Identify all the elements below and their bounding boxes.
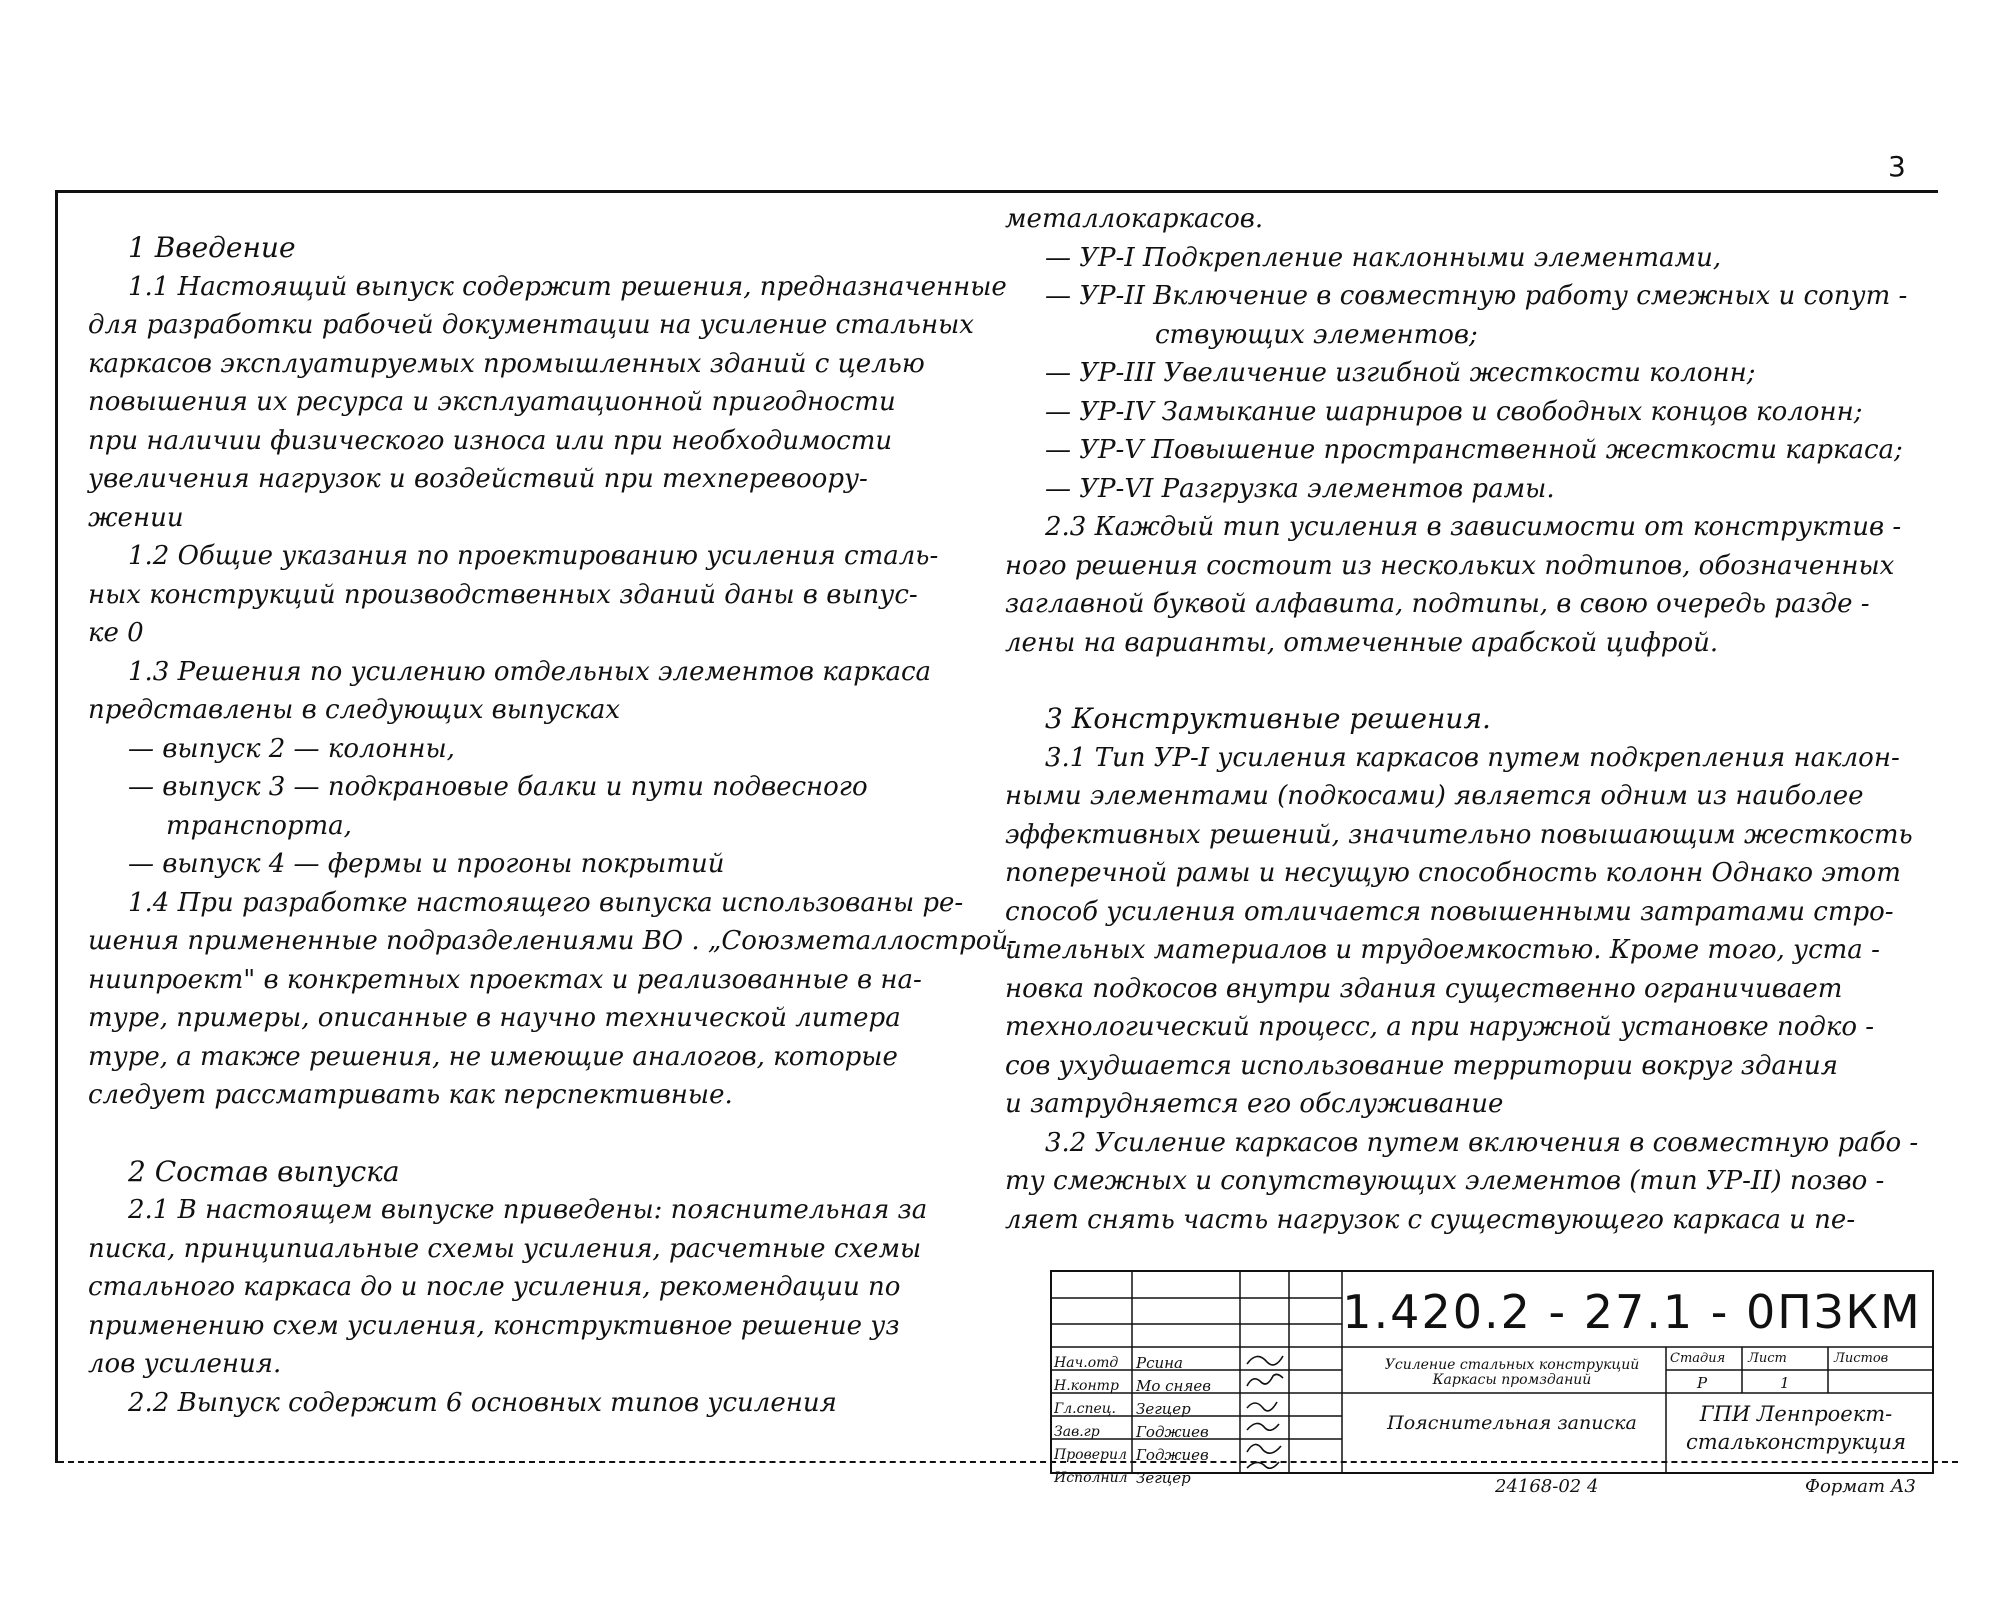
sheet-value: 1 <box>1780 1374 1790 1392</box>
person-name: Годжиев <box>1136 1423 1209 1441</box>
stage-label: Стадия <box>1670 1351 1726 1366</box>
heading-introduction: 1 Введение <box>128 231 296 264</box>
role-label: Исполнил <box>1054 1470 1128 1486</box>
paragraph-line: при наличии физического износа или при необходимости <box>88 425 893 456</box>
paragraph-line: ке 0 <box>88 618 144 648</box>
paragraph-line: 2.1 В настоящем выпуске приведены: пояснительная за <box>128 1195 928 1225</box>
list-item: — выпуск 4 — фермы и прогоны покрытий <box>128 849 725 879</box>
paragraph-line: повышения их ресурса и эксплуатационной пригодности <box>88 387 896 417</box>
type-item: — УР-VI Разгрузка элементов рамы. <box>1045 473 1555 504</box>
signature-2 <box>1247 1374 1283 1386</box>
paragraph-line: применению схем усиления, конструктивное решение уз <box>88 1310 900 1341</box>
heading-composition: 2 Состав выпуска <box>128 1154 400 1188</box>
paragraph-line: металлокаркасов. <box>1005 204 1264 234</box>
role-label: Нач.отд <box>1054 1355 1119 1371</box>
type-item: — УР-V Повышение пространственной жесткости каркаса; <box>1045 435 1903 465</box>
paragraph-line: 1.2 Общие указания по проектированию усиления сталь- <box>128 541 939 571</box>
paragraph-line: каркасов эксплуатируемых промышленных зданий с целью <box>88 348 925 379</box>
paragraph-line: лены на варианты, отмеченные арабской цифрой. <box>1005 627 1719 658</box>
sheet-name: Пояснительная записка <box>1387 1412 1637 1434</box>
list-item: — выпуск 2 — колонны, <box>128 733 455 764</box>
type-item: — УР-IV Замыкание шарниров и свободных концов колонн; <box>1045 396 1863 427</box>
paragraph-line: туре, примеры, описанные в научно технической литера <box>88 1003 901 1033</box>
paragraph-line: ительных материалов и трудоемкостью. Кроме того, уста - <box>1005 935 1880 965</box>
paragraph-line: представлены в следующих выпусках <box>88 695 621 725</box>
signature-3 <box>1247 1402 1277 1411</box>
organization: ГПИ Ленпроект- стальконструкция <box>1686 1402 1906 1454</box>
roles-column <box>1054 1352 1128 1490</box>
paragraph-line: 3.2 Усиление каркасов путем включения в совместную рабо - <box>1045 1127 1919 1158</box>
paragraph-line: эффективных решений, значительно повышающим жесткость <box>1005 819 1913 850</box>
list-item: — выпуск 3 — подкрановые балки и пути подвесного <box>128 772 868 802</box>
person-name: Мо сняев <box>1136 1377 1211 1395</box>
paragraph-line: новка подкосов внутри здания существенно ограничивает <box>1005 973 1843 1004</box>
paragraph-line: поперечной рамы и несущую способность колонн Однако этот <box>1005 858 1901 888</box>
type-item: — УР-II Включение в совместную работу смежных и сопут - <box>1045 281 1908 311</box>
signature-6 <box>1247 1462 1279 1468</box>
type-item: — УР-I Подкрепление наклонными элементами, <box>1045 242 1722 273</box>
person-name: Рсина <box>1136 1354 1183 1372</box>
person-name: Годжиев <box>1136 1446 1209 1464</box>
inventory-number: 24168-02 4 <box>1495 1476 1599 1497</box>
person-name: Зегцер <box>1136 1400 1191 1418</box>
person-name: Зегцер <box>1136 1469 1191 1487</box>
paragraph-line: туре, а также решения, не имеющие аналогов, которые <box>88 1041 898 1072</box>
document-code: 1.420.2 - 27.1 - 0ПЗКМ <box>1342 1285 1922 1339</box>
paragraph-line: технологический процесс, а при наружной установке подко - <box>1005 1012 1875 1042</box>
signature-1 <box>1247 1356 1283 1365</box>
paragraph-line: ту смежных и сопутствующих элементов (тип УР-II) позво - <box>1005 1166 1885 1196</box>
paragraph-line: 2.2 Выпуск содержит 6 основных типов усиления <box>128 1387 837 1418</box>
paragraph-line: ными элементами (подкосами) является одним из наиболее <box>1005 781 1864 811</box>
paragraph-line: лов усиления. <box>88 1349 282 1379</box>
paragraph-line: ных конструкций производственных зданий даны в выпус- <box>88 579 918 610</box>
paragraph-line: 1.1 Настоящий выпуск содержит решения, предназначенные <box>128 271 1007 302</box>
paragraph-line: шения примененные подразделениями ВО . „Союзметаллострой- <box>88 926 1017 956</box>
document-title: Усиление стальных конструкций Каркасы промзданий <box>1384 1357 1640 1388</box>
list-item: транспорта, <box>166 810 352 841</box>
right-column <box>1005 200 1919 1239</box>
paragraph-line: следует рассматривать как перспективные. <box>88 1080 733 1110</box>
signature-5 <box>1247 1444 1281 1453</box>
paragraph-line: ного решения состоит из нескольких подтипов, обозначенных <box>1005 550 1895 581</box>
paragraph-line: способ усиления отличается повышенными затратами стро- <box>1005 896 1894 927</box>
stage-value: Р <box>1697 1374 1708 1392</box>
paragraph-line: 3.1 Тип УР-I усиления каркасов путем подкрепления наклон- <box>1045 742 1900 773</box>
paragraph-line: писка, принципиальные схемы усиления, расчетные схемы <box>88 1233 922 1264</box>
role-label: Зав.гр <box>1054 1424 1100 1440</box>
paragraph-line: для разработки рабочей документации на усиление стальных <box>88 310 974 340</box>
names-column <box>1136 1352 1211 1490</box>
format-label: Формат А3 <box>1805 1476 1916 1497</box>
paragraph-line: и затрудняется его обслуживание <box>1005 1089 1504 1119</box>
signature-4 <box>1247 1423 1279 1430</box>
paragraph-line: увеличения нагрузок и воздействий при техперевоору- <box>88 464 868 494</box>
paragraph-line: заглавной буквой алфавита, подтипы, в свою очередь разде - <box>1005 589 1870 619</box>
type-item: ствующих элементов; <box>1155 319 1478 350</box>
heading-constructive: 3 Конструктивные решения. <box>1045 702 1491 735</box>
sheet-label: Лист <box>1748 1351 1787 1366</box>
paragraph-line: 1.4 При разработке настоящего выпуска использованы ре- <box>128 887 964 918</box>
paragraph-line: ниипроект" в конкретных проектах и реализованные в на- <box>88 964 922 995</box>
paragraph-line: стального каркаса до и после усиления, рекомендации по <box>88 1272 901 1302</box>
sheets-label: Листов <box>1834 1351 1889 1366</box>
left-column <box>88 225 1017 1422</box>
paragraph-line: 2.3 Каждый тип усиления в зависимости от конструктив - <box>1045 512 1902 542</box>
paragraph-line: 1.3 Решения по усилению отдельных элементов каркаса <box>128 656 932 687</box>
role-label: Проверил <box>1054 1447 1127 1463</box>
type-item: — УР-III Увеличение изгибной жесткости колонн; <box>1045 358 1756 388</box>
paragraph-line: ляет снять часть нагрузок с существующего каркаса и пе- <box>1005 1204 1856 1235</box>
role-label: Н.контр <box>1054 1378 1119 1394</box>
paragraph-line: сов ухудшается использование территории вокруг здания <box>1005 1050 1839 1081</box>
role-label: Гл.спец. <box>1054 1401 1116 1417</box>
paragraph-line: жении <box>88 502 184 533</box>
page-number: 3 <box>1888 150 1906 183</box>
